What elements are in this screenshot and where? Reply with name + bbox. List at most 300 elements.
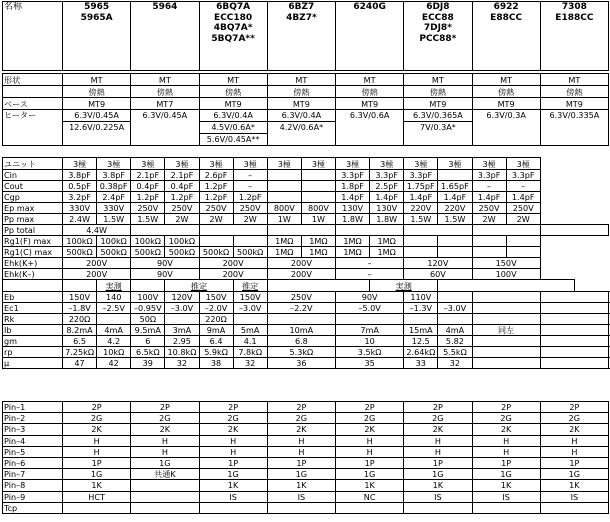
rating-value [267,192,301,203]
heater-value: 4.5V/0.6A* [200,122,267,134]
tube-name: 4BZ7* [286,12,317,23]
operating-value: 47 [63,358,97,369]
pin-value: HCT [63,491,131,502]
operating-value [233,314,267,325]
rating-value: 2.4pF [97,192,131,203]
pin-value: 1G [404,469,472,480]
pin-value: 2P [540,402,608,413]
rating-label: Cout [3,181,63,192]
rating-value [506,236,540,247]
pin-value: 2P [267,402,335,413]
unit-value: 3極 [472,158,506,170]
pin-value: 1K [404,480,472,491]
operating-value: 250V [267,292,335,303]
tube-name-cell [540,2,608,71]
rating-value: 250V [233,203,267,214]
rating-value: – [233,181,267,192]
heating-cell: 傍熱 [199,86,267,98]
heating-cell: 傍熱 [404,86,472,98]
pin-row [3,435,609,446]
pin-value: H [404,446,472,457]
operating-value: 150V [233,292,267,303]
operating-value: 2.64kΩ [404,347,438,358]
rating-value: 3.3pF [370,170,404,181]
shape-cell: MT [199,74,267,86]
operating-value: 5.3kΩ [267,347,335,358]
tube-name: 6BQ7A [216,2,251,12]
rating-row [3,247,609,258]
pin-value: 1G [267,469,335,480]
pin-label: Pin–6 [3,457,63,468]
operating-value: 100V [131,292,165,303]
operating-value: 220Ω [63,314,97,325]
operating-value: 33 [404,358,438,369]
rating-value: 130V [336,203,370,214]
pin-row [3,457,609,468]
name-label: 名称 [3,2,63,71]
operating-value: 220Ω [199,314,233,325]
tube-name: 6240G [353,2,386,12]
shape-cell: MT [131,74,199,86]
rating-value [438,236,472,247]
heating-row [3,86,609,98]
rating-value: 2.6pF [199,170,233,181]
rating-value: 3.2pF [63,192,97,203]
operating-value: 4mA [97,325,131,336]
rating-value: 1MΩ [267,236,301,247]
pin-value: IS [404,491,472,502]
tube-name: 5965A [80,12,113,23]
rating-value: 500kΩ [63,247,97,258]
pin-row [3,402,609,413]
rating-row [3,214,609,225]
pin-value: IS [540,491,608,502]
operating-value: 140 [97,292,131,303]
operating-value [472,347,540,358]
operating-value: –2.2V [267,303,335,314]
tube-name-cell [131,2,199,71]
rating-value: 2.1pF [131,170,165,181]
rating-value: 1W [267,214,301,225]
pin-value: 1G [540,469,608,480]
tube-name: E188CC [555,12,594,23]
pin-value: H [131,446,199,457]
tube-name-cell [472,2,540,71]
operating-caption-row [3,280,609,292]
tube-name-cell [336,2,404,71]
rating-value: 130V [370,203,404,214]
pin-value: IS [199,491,267,502]
pin-value: 1G [131,457,199,468]
rating-value: 0.5pF [63,181,97,192]
rating-label: Rg1(C) max [3,247,63,258]
pin-value: H [267,435,335,446]
operating-value: 39 [131,358,165,369]
tube-name-cell [404,2,472,71]
operating-value: 150V [63,292,97,303]
unit-label: ユニット [3,158,63,170]
heater-value: 7V/0.3A* [419,122,456,132]
pin-value: 1P [404,457,472,468]
heater-value: 6.3V/0.4A [268,110,335,122]
operating-value: 3mA [165,325,199,336]
operating-value: –1.8V [63,303,97,314]
operating-value [472,358,540,369]
heater-value: 6.3V/0.4A [200,110,267,122]
pin-label: Pin–1 [3,402,63,413]
pin-value: H [63,435,131,446]
operating-label: Rk [3,314,63,325]
rating-value: 1W [301,214,335,225]
operating-value: 42 [97,358,131,369]
pin-value: 2K [336,424,404,435]
measured-caption: 実測 [370,280,438,292]
operating-label: rp [3,347,63,358]
rating-value: 200V [199,269,267,280]
operating-row [3,325,609,336]
rating-value: 3.3pF [472,170,506,181]
unit-value: 3極 [199,158,233,170]
rating-label: Pp max [3,214,63,225]
pin-value: H [472,446,540,457]
rating-value [267,170,301,181]
rating-row [3,192,609,203]
operating-value: –3.0V [233,303,267,314]
pin-label: Pin–9 [3,491,63,502]
operating-value: 5.82 [438,336,472,347]
rating-value [472,225,540,236]
pin-row [3,502,609,513]
rating-value [472,247,506,258]
rating-value: 1MΩ [370,236,404,247]
rating-value: 1.2pF [233,192,267,203]
tube-name: ECC180 [214,12,253,23]
name-row [3,2,609,71]
pin-value: NC [336,491,404,502]
rating-value: 2W [165,214,199,225]
pin-value: 2K [131,424,199,435]
rating-value: 2W [233,214,267,225]
heater-cell [63,110,131,146]
unit-value: 3極 [233,158,267,170]
rating-value: 500kΩ [233,247,267,258]
rating-label: Cin [3,170,63,181]
caption-blank [131,280,165,292]
pin-value: 2K [540,424,608,435]
rating-value: 1.5W [404,214,438,225]
operating-value [472,314,540,325]
rating-value: 1MΩ [336,236,370,247]
operating-value: 12.5 [404,336,438,347]
rating-value: 220V [438,203,472,214]
rating-value: 100kΩ [131,236,165,247]
operating-value: 32 [165,358,199,369]
heater-value: 6.3V/0.45A [142,110,188,120]
pin-value: 2P [336,402,404,413]
rating-row [3,236,609,247]
pin-row [3,491,609,502]
rating-value: 120V [404,258,472,269]
tube-name: 6DJ8 [426,2,450,12]
tube-name: 4BQ7A* [213,23,253,33]
operating-value: 10.8kΩ [165,347,199,358]
rating-label: Ep max [3,203,63,214]
pin-value [404,502,472,513]
operating-value: 6.4 [199,336,233,347]
operating-value: 10mA [267,325,335,336]
operating-value [165,314,199,325]
operating-row [3,292,609,303]
pin-label: Pin–5 [3,446,63,457]
rating-value: 1MΩ [336,247,370,258]
pin-value: 1P [199,457,267,468]
unit-value: 3極 [63,158,97,170]
tube-name: 6BZ7 [288,2,315,12]
rating-value: 200V [63,269,131,280]
pin-value: 2G [472,413,540,424]
operating-value: 10 [336,336,404,347]
rating-value: 1.4pF [370,192,404,203]
operating-value: 6.5 [63,336,97,347]
shape-label: 形状 [3,74,63,86]
rating-value: 3.3pF [336,170,370,181]
operating-value: 90V [336,292,404,303]
operating-row [3,336,609,347]
rating-value [301,181,335,192]
unit-value: 3極 [336,158,370,170]
rating-value: 0.4pF [165,181,199,192]
pin-value: 1G [472,469,540,480]
pin-value: H [199,446,267,457]
rating-value: 1.75pF [404,181,438,192]
pin-value: 1G [336,469,404,480]
name-table [2,1,609,71]
pin-value: 1P [63,457,131,468]
pin-value: H [336,446,404,457]
base-cell: MT9 [267,98,335,110]
operating-value: 6 [131,336,165,347]
rating-value: 90V [131,269,199,280]
operating-label: Ec1 [3,303,63,314]
shape-cell: MT [63,74,131,86]
pin-value: 1G [63,469,131,480]
base-cell: MT7 [131,98,199,110]
rating-value: – [472,181,506,192]
pin-value: 2K [199,424,267,435]
operating-value [540,336,608,347]
pin-value [63,502,131,513]
operating-value [540,347,608,358]
rating-value: 1MΩ [301,247,335,258]
operating-value [540,325,608,336]
operating-label: Ib [3,325,63,336]
rating-value: 1.8pF [336,181,370,192]
rating-label: Pp total [3,225,63,236]
pin-value: 1P [267,457,335,468]
pin-value: 1K [267,480,335,491]
tube-name-cell [267,2,335,71]
operating-label: Eb [3,292,63,303]
heater-value: 6.3V/0.6A [349,110,390,120]
rating-value: 3.3pF [506,170,540,181]
rating-value: 1.2pF [131,192,165,203]
rating-value: 1.2pF [199,192,233,203]
operating-row [3,314,609,325]
base-label: ベース [3,98,63,110]
pin-value: H [472,435,540,446]
heater-row [3,110,609,146]
operating-value: 同左 [472,325,540,336]
operating-value [97,314,131,325]
rating-value [540,225,608,236]
recommended-caption: 推定 [165,280,233,292]
rating-value: 500kΩ [131,247,165,258]
operating-value [540,292,608,303]
rating-value: 3.3pF [404,170,438,181]
rating-value: 1.4pF [438,192,472,203]
pin-value [540,502,608,513]
pin-value: 2G [267,413,335,424]
rating-value: 1.2pF [165,192,199,203]
rating-value [267,225,335,236]
pin-label: Pin–3 [3,424,63,435]
operating-value: 5.5kΩ [438,347,472,358]
pin-value: H [404,435,472,446]
rating-value: 1.8W [336,214,370,225]
pin-value: IS [472,491,540,502]
shape-cell: MT [472,74,540,86]
tube-spec-sheet [2,1,608,520]
rating-value: 250V [506,203,540,214]
pin-value: 2G [404,413,472,424]
operating-value [540,303,608,314]
rating-value: 2.1pF [165,170,199,181]
operating-value [267,314,335,325]
pin-value: 2G [63,413,131,424]
operating-value [438,292,472,303]
rating-value: 250V [199,203,233,214]
rating-value: 330V [97,203,131,214]
rating-value: – [336,258,404,269]
rating-value: 200V [267,269,335,280]
operating-value: 5mA [233,325,267,336]
heater-cell [540,110,608,146]
rating-value: 1.4pF [336,192,370,203]
operating-value: 6.5kΩ [131,347,165,358]
rating-value: 800V [267,203,301,214]
rating-value [301,192,335,203]
operating-value: –5.0V [336,303,404,314]
rating-value: 2W [199,214,233,225]
pin-value [336,502,404,513]
pin-value: 2G [199,413,267,424]
operating-value: –3.0V [438,303,472,314]
pin-row [3,413,609,424]
operating-value: 4.2 [97,336,131,347]
tube-name: ECC88 [421,12,454,23]
caption-blank [267,280,369,292]
heater-value: 6.3V/0.45A [63,110,130,122]
operating-value: 6.8 [267,336,335,347]
shape-cell: MT [404,74,472,86]
rating-value: 200V [199,258,267,269]
pin-value: H [267,446,335,457]
pin-label: Pin–8 [3,480,63,491]
shape-cell: MT [540,74,608,86]
pin-label: Pin–4 [3,435,63,446]
rating-value [199,225,267,236]
operating-value [438,314,472,325]
rating-value: 3.8pF [97,170,131,181]
operating-value: 36 [267,358,335,369]
rating-value: 500kΩ [165,247,199,258]
heater-value: 4.2V/0.6A* [279,122,324,132]
heating-cell: 傍熱 [131,86,199,98]
pin-value: H [131,435,199,446]
rating-row [3,170,609,181]
operating-value: 7.25kΩ [63,347,97,358]
tube-name: 5BQ7A** [211,33,255,44]
unit-value: 3極 [97,158,131,170]
heater-label: ヒーター [3,110,63,146]
pin-value: 1K [472,480,540,491]
rating-value: – [506,181,540,192]
tube-name: PCC88* [419,33,457,44]
pin-value: 1K [63,480,131,491]
operating-value: 32 [438,358,472,369]
tube-name: 7308 [561,2,587,12]
tube-name-cell [199,2,267,71]
pin-value: 1K [336,480,404,491]
operating-value [336,314,404,325]
pin-value [267,502,335,513]
rating-value: 250V [131,203,165,214]
operating-value [472,292,540,303]
rating-value [199,236,233,247]
pin-row [3,424,609,435]
heater-value: 6.3V/0.335A [549,110,600,120]
pin-value: 2K [472,424,540,435]
heating-cell: 傍熱 [540,86,608,98]
pin-value: 2P [404,402,472,413]
rating-value: 3.8pF [63,170,97,181]
pin-value: 2P [472,402,540,413]
rating-value [506,247,540,258]
pin-value: 2G [336,413,404,424]
heating-cell: 傍熱 [63,86,131,98]
rating-value [438,170,472,181]
rating-value: 150V [472,258,540,269]
operating-label: gm [3,336,63,347]
heating-cell: 傍熱 [267,86,335,98]
rating-value: 200V [267,258,335,269]
rating-value: 250V [165,203,199,214]
operating-value: 38 [199,358,233,369]
heating-cell: 傍熱 [336,86,404,98]
pin-value: H [336,435,404,446]
operating-value: 9mA [199,325,233,336]
heater-cell [131,110,199,146]
heater-value: 6.3V/0.365A [404,110,471,122]
rating-value: 1.65pF [438,181,472,192]
rating-value: 100kΩ [63,236,97,247]
operating-value [472,336,540,347]
pin-value: 2K [63,424,131,435]
pin-value: 2P [63,402,131,413]
pin-value: 1K [199,480,267,491]
operating-value: 110V [404,292,438,303]
rating-value: 100V [472,269,540,280]
